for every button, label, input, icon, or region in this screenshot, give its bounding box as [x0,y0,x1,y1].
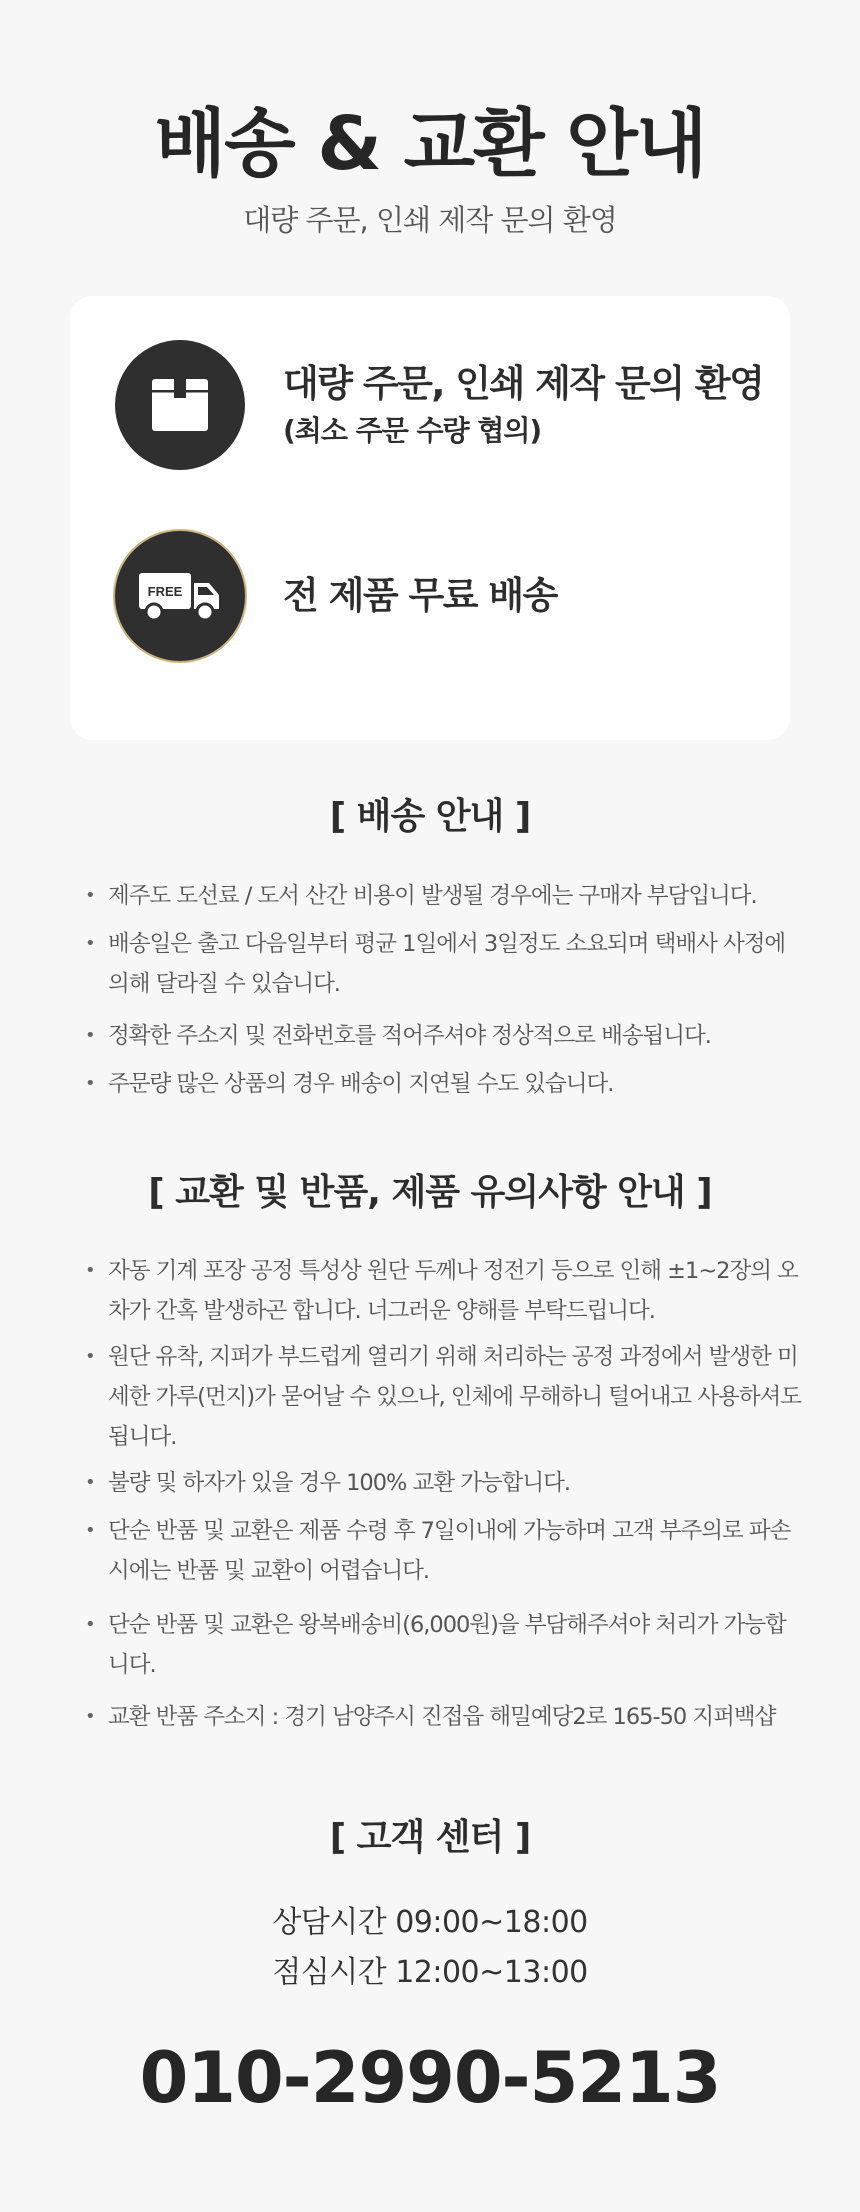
page-subtitle: 대량 주문, 인쇄 제작 문의 환영 [243,203,617,237]
lunch-hours: 점심시간 12:00~13:00 [272,1955,588,1990]
list-item: • 단순 반품 및 교환은 왕복배송비(6,000원)을 부담해주셔야 처리가 가능합니다. [85,1605,805,1685]
list-item: • 제주도 도선료 / 도서 산간 비용이 발생될 경우에는 구매자 부담입니다. [85,876,805,916]
feature-free-shipping [115,531,557,661]
list-item: • 배송일은 출고 다음일부터 평균 1일에서 3일정도 소요되며 택배사 사정에 의해 달라질 수 있습니다. [85,924,805,1004]
shipping-section-title: [ 배송 안내 ] [329,796,531,837]
list-item: • 주문량 많은 상품의 경우 배송이 지연될 수도 있습니다. [85,1064,805,1104]
phone-number: 010-2990-5213 [139,2037,721,2119]
box-icon [115,340,245,470]
shipping-list [85,876,805,1104]
feature-free-shipping-text [283,571,557,621]
list-item: • 원단 유착, 지퍼가 부드럽게 열리기 위해 처리하는 공정 과정에서 발생한 미세한 가루(먼지)가 묻어날 수 있으나, 인체에 무해하니 털어내고 사용하셔도 됩니다. [85,1337,805,1457]
consult-hours: 상담시간 09:00~18:00 [272,1905,588,1940]
list-item: • 불량 및 하자가 있을 경우 100% 교환 가능합니다. [85,1463,805,1503]
exchange-list [85,1251,805,1737]
free-delivery-truck-icon [115,531,245,661]
list-item: • 자동 기계 포장 공정 특성상 원단 두께나 정전기 등으로 인해 ±1~2장의 오차가 간혹 발생하곤 합니다. 너그러운 양해를 부탁드립니다. [85,1251,805,1331]
feature-bulk-order [115,340,763,470]
page-title: 배송 & 교환 안내 [154,101,706,187]
box-icon-graphic [152,379,208,431]
free-label: FREE [147,584,183,599]
list-item: • 교환 반품 주소지 : 경기 남양주시 진접읍 해밀예당2로 165-50 지퍼백샵 [85,1697,805,1737]
feature-subtitle: (최소 주문 수량 협의) [283,414,542,447]
list-item: • 단순 반품 및 교환은 제품 수령 후 7일이내에 가능하며 고객 부주의로 파손시에는 반품 및 교환이 어렵습니다. [85,1511,805,1591]
list-item: • 정확한 주소지 및 전화번호를 적어주셔야 정상적으로 배송됩니다. [85,1016,805,1056]
truck-icon-graphic [139,569,221,623]
feature-title: 전 제품 무료 배송 [283,574,557,617]
customer-center-title: [ 고객 센터 ] [329,1817,531,1858]
feature-card [70,296,790,740]
exchange-section-title: [ 교환 및 반품, 제품 유의사항 안내 ] [148,1172,712,1213]
feature-title: 대량 주문, 인쇄 제작 문의 환영 [283,362,764,405]
feature-bulk-order-text [283,359,763,451]
